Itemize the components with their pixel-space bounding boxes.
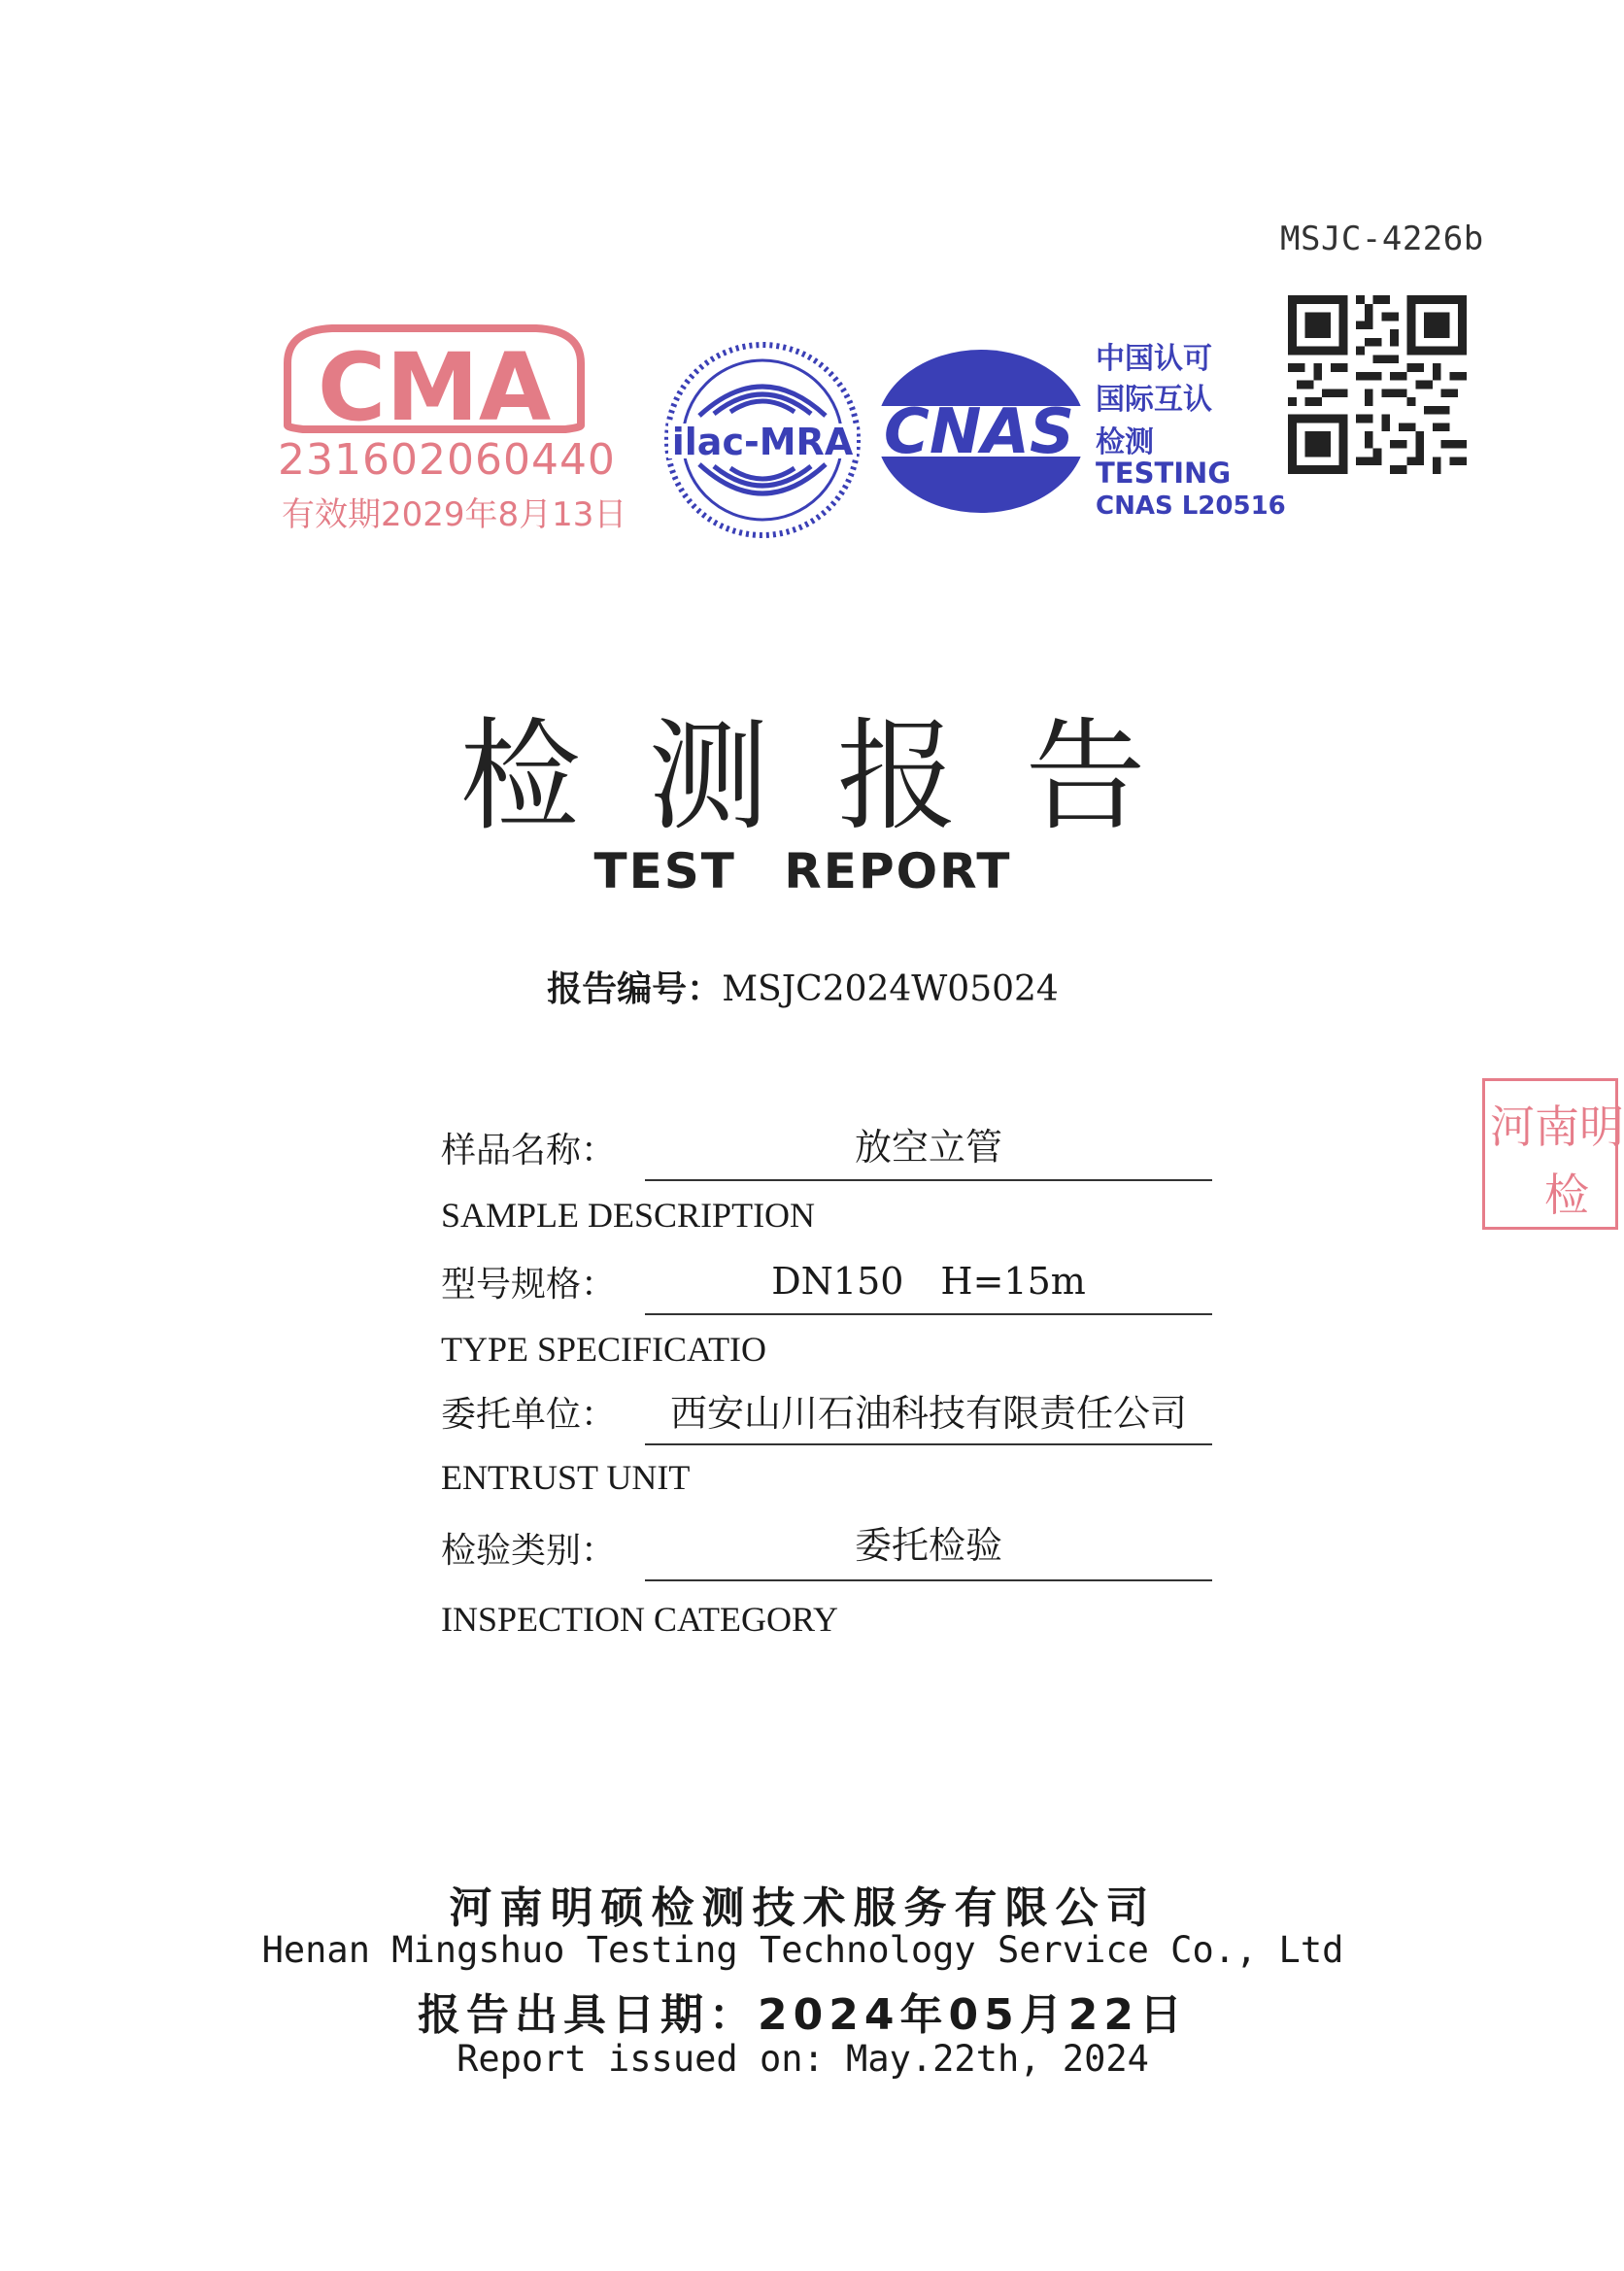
side-stamp-line-2: 检 bbox=[1544, 1169, 1589, 1221]
cnas-line-4: TESTING bbox=[1096, 457, 1232, 490]
entrust-unit-underline bbox=[645, 1443, 1212, 1445]
inspection-category-label: 检验类别： bbox=[441, 1531, 617, 1571]
entrust-unit-value: 西安山川石油科技有限责任公司 bbox=[669, 1392, 1187, 1435]
cnas-line-5: CNAS L20516 bbox=[1096, 491, 1286, 521]
cnas-mark: CNAS bbox=[883, 396, 1075, 468]
side-stamp-line-1: 河南明 bbox=[1490, 1101, 1624, 1153]
sample-name-label: 样品名称： bbox=[441, 1131, 617, 1170]
ilac-mra-seal-icon bbox=[660, 338, 864, 542]
title-en: TEST REPORT bbox=[593, 843, 1012, 899]
ilac-mark: ilac-MRA bbox=[671, 421, 854, 463]
entrust-unit-label: 委托单位： bbox=[441, 1395, 617, 1435]
qr-code-icon bbox=[1288, 295, 1467, 474]
type-specification-label: TYPE SPECIFICATIO bbox=[441, 1330, 767, 1369]
report-number-label: 报告编号： bbox=[547, 969, 723, 1009]
inspection-category-en-label: INSPECTION CATEGORY bbox=[441, 1600, 839, 1639]
sample-name-underline bbox=[645, 1179, 1212, 1181]
sample-description-label: SAMPLE DESCRIPTION bbox=[441, 1196, 816, 1235]
report-number-value: MSJC2024W05024 bbox=[722, 969, 1059, 1009]
report-number bbox=[0, 962, 1606, 1011]
type-spec-label: 型号规格： bbox=[441, 1265, 617, 1305]
company-name-en: Henan Mingshuo Testing Technology Service Co., Ltd bbox=[261, 1929, 1344, 1971]
form-code: MSJC-4226b bbox=[1280, 220, 1484, 258]
cma-number: 231602060440 bbox=[278, 435, 616, 485]
entrust-unit-en-label: ENTRUST UNIT bbox=[441, 1458, 691, 1497]
company-name-cn: 河南明硕检测技术服务有限公司 bbox=[449, 1883, 1157, 1933]
cnas-line-1: 中国认可 bbox=[1096, 342, 1212, 376]
cnas-line-2: 国际互认 bbox=[1096, 383, 1212, 417]
cnas-line-3: 检测 bbox=[1096, 425, 1154, 459]
issue-date-cn: 报告出具日期：2024年05月22日 bbox=[418, 1990, 1188, 2040]
inspection-category-value: 委托检验 bbox=[854, 1524, 1002, 1567]
title-cn: 检测报告 bbox=[459, 707, 1214, 847]
cnas-logo-icon bbox=[866, 344, 1090, 519]
type-spec-underline bbox=[645, 1313, 1212, 1315]
inspection-category-underline bbox=[645, 1579, 1212, 1581]
sample-name-value: 放空立管 bbox=[854, 1126, 1002, 1169]
issue-date-en: Report issued on: May.22th, 2024 bbox=[457, 2038, 1149, 2080]
cma-mark: CMA bbox=[317, 333, 552, 442]
type-spec-value: DN150 H=15m bbox=[771, 1260, 1086, 1303]
cma-validity: 有效期2029年8月13日 bbox=[282, 495, 627, 534]
